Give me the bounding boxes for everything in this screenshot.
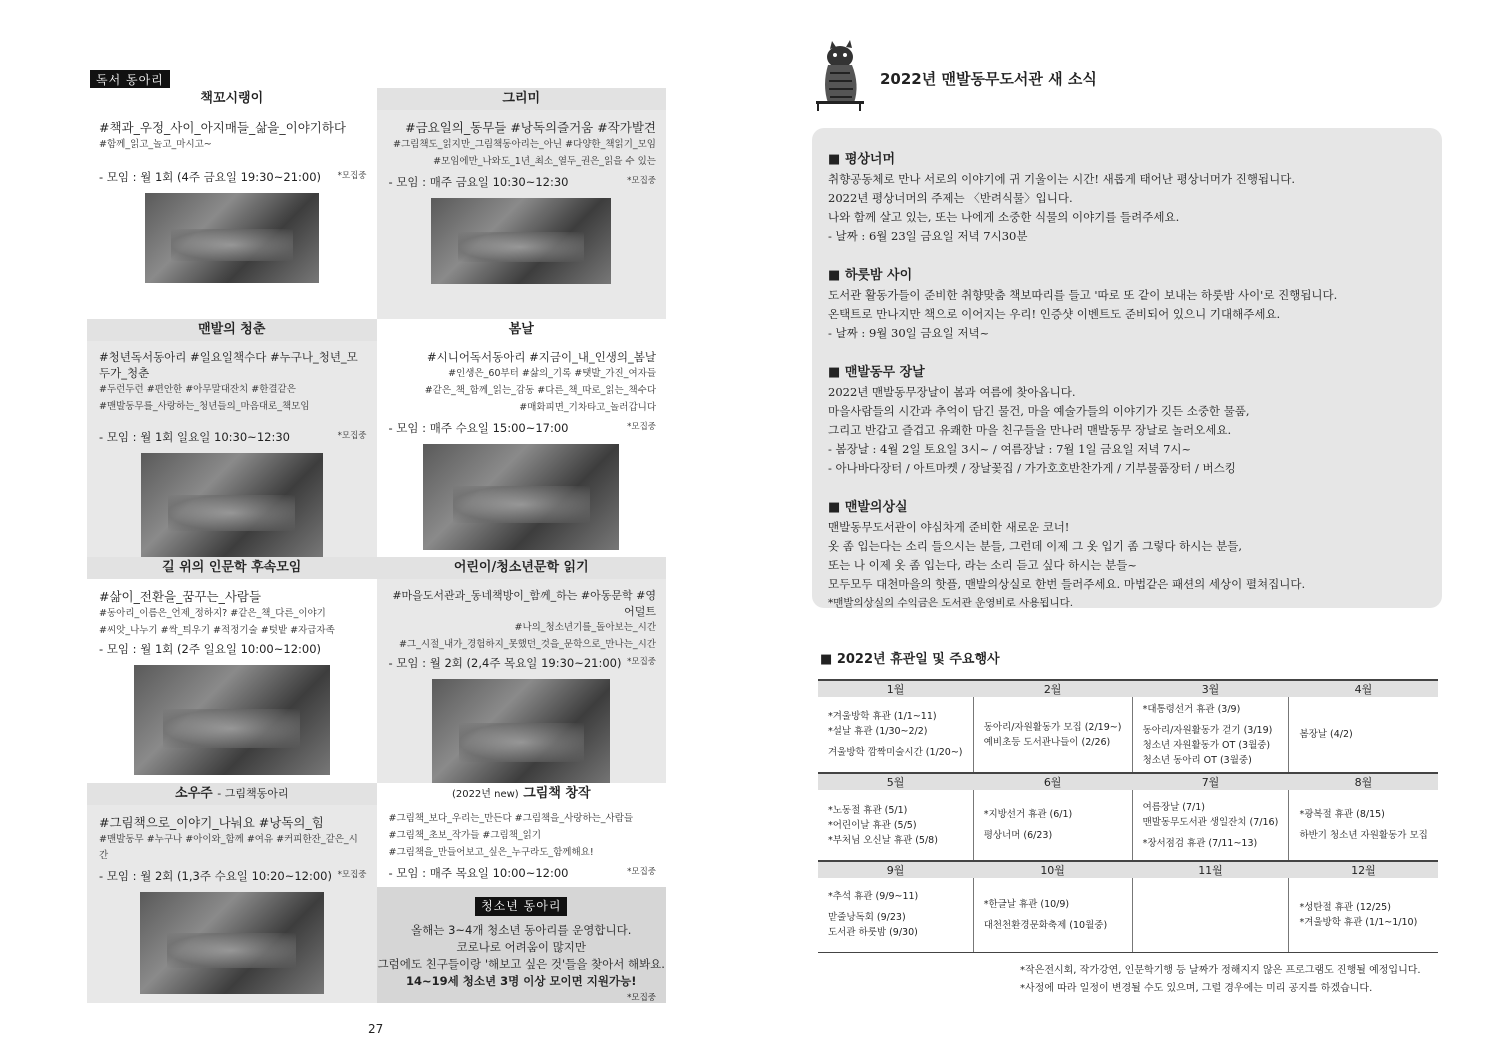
body-line: - 날짜 : 6월 23일 금요일 저녁 7시30분 (828, 229, 1028, 243)
tiger-illustration-icon (810, 35, 868, 111)
month-header: 4월 (1289, 680, 1438, 697)
recruiting-badge: *모집중 (627, 993, 656, 1003)
month-header: 8월 (1289, 773, 1438, 790)
club-hashtags: #시니어독서동아리 #지금이_내_인생의_봄날 (426, 350, 656, 364)
section-body (828, 518, 1426, 613)
holiday-heading: ■ 2022년 휴관일 및 주요행사 (820, 648, 1000, 667)
section-body (828, 383, 1426, 478)
club-hashtags: #그림책으로_이야기_나눠요 #낭독의_힘 (99, 815, 324, 830)
club-hashtags-sub: #같은_책_함께_읽는_감동 #다른_책_따로_읽는_책수다 (424, 385, 656, 396)
club-hashtags: #청년독서동아리 #일요일책수다 #누구나_청년_모두가_청춘 (99, 350, 358, 380)
body-line: 2022년 평상너머의 주제는 〈반려식물〉입니다. (828, 191, 1073, 205)
month-cell: *성탄절 휴관 (12/25) *겨울방학 휴관 (1/1~1/10) (1289, 878, 1438, 952)
teen-club-line: 올해는 3~4개 청소년 동아리를 운영합니다. (411, 923, 632, 937)
section-body (828, 170, 1426, 246)
meeting-time: - 모임 : 월 2회 (1,3주 수요일 10:20~12:00) (99, 869, 332, 883)
month-cell: *노동절 휴관 (5/1) *어린이날 휴관 (5/5) *부처님 오신날 휴관 (5/8) (818, 790, 973, 861)
club-meeting (87, 169, 377, 185)
club-card (87, 319, 377, 557)
month-cell: *겨울방학 휴관 (1/1~11) *설날 휴관 (1/30~2/2) 겨울방학 깜짝미술시간 (1/20~) (818, 697, 973, 773)
club-photo (145, 193, 319, 283)
month-header: 10월 (973, 861, 1132, 878)
month-header: 11월 (1132, 861, 1289, 878)
recruiting-badge: *모집중 (627, 176, 656, 186)
body-line: 또는 나 이제 옷 좀 입는다, 라는 소리 듣고 싶다 하시는 분들~ (828, 558, 1138, 572)
club-card (87, 88, 377, 319)
month-cell: 여름장날 (7/1) 맨발동무도서관 생일잔치 (7/16) *장서점검 휴관 (7/11~13) (1132, 790, 1289, 861)
club-hashtags-sub: #나의_청소년기를_돌아보는_시간 (514, 622, 656, 633)
club-hashtags-sub: #그_시절_내가_경험하지_못했던_것을_문학으로_만나는_시간 (398, 639, 656, 650)
teen-club-line: 그럼에도 친구들이랑 '해보고 싶은 것'들을 찾아서 해봐요. (377, 957, 665, 971)
club-hashtags: #마을도서관과_동네책방이_함께_하는 #아동문학 #영어덜트 (392, 589, 656, 618)
club-grid (87, 88, 666, 1003)
club-photo (134, 665, 330, 775)
teen-club-tag: 청소년 동아리 (475, 897, 567, 916)
month-cell: *대통령선거 휴관 (3/9) 동아리/자원활동가 걷기 (3/19) 청소년 자원활동가 OT (3월중) 청소년 동아리 OT (3월중) (1132, 697, 1289, 773)
club-meeting (377, 174, 667, 190)
club-meeting (377, 655, 667, 671)
meeting-time: - 모임 : 월 1회 (4주 금요일 19:30~21:00) (99, 170, 322, 184)
club-card (377, 88, 667, 319)
month-header: 1월 (818, 680, 973, 697)
month-cell: *지방선거 휴관 (6/1) 평상너머 (6/23) (973, 790, 1132, 861)
body-line: 나와 함께 살고 있는, 또는 나에게 소중한 식물의 이야기를 들려주세요. (828, 210, 1180, 224)
club-hashtags-sub: #인생은_60부터 #삶의_기록 #탯발_가진_여자들 (448, 368, 656, 379)
news-box (812, 128, 1442, 608)
club-hashtags-sub: #씨앗_나누기 #싹_틔우기 #적정기술 #텃밭 #자급자족 (99, 625, 335, 636)
club-card (377, 783, 667, 1003)
news-title: 2022년 맨발동무도서관 새 소식 (880, 70, 1097, 88)
month-cell: *한글날 휴관 (10/9) 대천천환경문화축제 (10월중) (973, 878, 1132, 952)
month-header: 3월 (1132, 680, 1289, 697)
club-hashtags-sub: #동아리_이름은_언제_정하지? #같은_책_다른_이야기 (99, 608, 326, 619)
club-hashtags-sub: #모임에만_나와도_1년_최소_열두_권은_읽을 수 있는 (433, 156, 656, 167)
club-photo (141, 453, 323, 557)
month-header: 12월 (1289, 861, 1438, 878)
club-meeting (87, 641, 377, 657)
footnote: *사정에 따라 일정이 변경될 수도 있으며, 그럴 경우에는 미리 공지를 하겠습니다. (1020, 983, 1373, 994)
body-line: - 봄장날 : 4월 2일 토요일 3시~ / 여름장날 : 7월 1일 금요일 저녁 7시~ (828, 442, 1192, 456)
club-card (377, 319, 667, 557)
club-hashtags: #금요일의_동무들 #낭독의즐거움 #작가발견 (405, 120, 656, 135)
club-hashtags-sub: #맨발동무를_사랑하는_청년들의_마음대로_책모임 (99, 401, 310, 412)
club-photo (432, 679, 610, 789)
page-number: 27 (368, 1022, 384, 1036)
recruiting-badge: *모집중 (627, 657, 656, 667)
club-hashtags: #삶이_전환을_꿈꾸는_사람들 (99, 589, 262, 604)
body-line: 그리고 반갑고 즐겁고 유쾌한 마을 친구들을 만나러 맨발동무 장날로 놀러오세요. (828, 423, 1232, 437)
club-title-main: 소우주 (175, 786, 213, 801)
club-meeting (87, 429, 377, 445)
body-line: - 아나바다장터 / 아트마켓 / 장날꽃집 / 가가호호반찬가게 / 기부물품장터 / 버스킹 (828, 461, 1236, 475)
section-heading: ■ 맨발의상실 (828, 496, 1426, 515)
club-title-main: 그림책 창작 (523, 786, 591, 801)
meeting-time: - 모임 : 월 2회 (2,4주 목요일 19:30~21:00) (388, 656, 622, 670)
body-line: 마을사람들의 시간과 추억이 담긴 물건, 마을 예술가들의 이야기가 깃든 소중한 물품, (828, 404, 1250, 418)
month-cell (1132, 878, 1289, 952)
meeting-time: - 모임 : 월 1회 (2주 일요일 10:00~12:00) (99, 642, 322, 656)
club-hashtags-sub: #그림책_초보_작가들 #그림책_읽기 (388, 830, 541, 841)
meeting-time: - 모임 : 매주 목요일 10:00~12:00 (388, 866, 569, 880)
club-meeting (377, 420, 667, 436)
recruiting-badge: *모집중 (627, 867, 656, 877)
club-photo (140, 892, 324, 994)
club-hashtags-sub: #그림책_보다_우리는_만든다 #그림책을_사랑하는_사람들 (388, 813, 634, 824)
meeting-time: - 모임 : 월 1회 일요일 10:30~12:30 (99, 430, 290, 444)
body-line: 맨발동무도서관이 야심차게 준비한 새로운 코너! (828, 520, 1070, 534)
month-header: 7월 (1132, 773, 1289, 790)
month-cell: *추석 휴관 (9/9~11) 맏줄낭독회 (9/23) 도서관 하룻밤 (9/30) (818, 878, 973, 952)
club-hashtags: #책과_우정_사이_아지매들_삶을_이야기하다 (99, 120, 346, 135)
section-heading: ■ 하룻밤 사이 (828, 264, 1426, 283)
section-tag: 독서 동아리 (90, 70, 170, 89)
club-card (87, 783, 377, 1003)
holiday-calendar (818, 679, 1438, 953)
club-card (87, 557, 377, 783)
body-line: 옷 좀 입는다는 소리 들으시는 분들, 그런데 이제 그 옷 입기 좀 그렇다 하시는 분들, (828, 539, 1242, 553)
club-title-pre: (2022년 new) (451, 789, 519, 800)
club-photo (431, 198, 611, 284)
club-hashtags-sub: #맨발동무 #누구나 #아이와_함께 #여유 #커피한잔_같은_시간 (99, 834, 358, 861)
month-header: 2월 (973, 680, 1132, 697)
footnotes (1020, 962, 1421, 998)
section-heading: ■ 맨발동무 장날 (828, 361, 1426, 380)
club-title: 봄날 (377, 319, 667, 341)
recruiting-badge: *모집중 (627, 422, 656, 432)
section-heading: ■ 평상너머 (828, 148, 1426, 167)
club-hashtags-sub: #함께_읽고_놀고_마시고~ (99, 139, 212, 150)
recruiting-badge: *모집중 (337, 870, 367, 880)
body-line: 온택트로 만나지만 책으로 이어지는 우리! 인증샷 이벤트도 준비되어 있으니 기대해주세요. (828, 307, 1281, 321)
club-meeting (377, 865, 667, 881)
club-hashtags-sub: #두런두런 #편안한 #아무말대잔치 #한결같은 (99, 384, 296, 395)
month-header: 5월 (818, 773, 973, 790)
club-meeting (87, 868, 377, 884)
section-body (828, 286, 1426, 343)
month-cell: *광복절 휴관 (8/15) 하반기 청소년 자원활동가 모집 (1289, 790, 1438, 861)
body-line: - 날짜 : 9월 30일 금요일 저녁~ (828, 326, 990, 340)
club-hashtags-sub: #매화피면_기차타고_놀러갑니다 (519, 402, 656, 413)
meeting-time: - 모임 : 매주 수요일 15:00~17:00 (388, 421, 569, 435)
body-note: *맨발의상실의 수익금은 도서관 운영비로 사용됩니다. (828, 597, 1074, 609)
club-card (377, 557, 667, 783)
news-header (810, 35, 1097, 111)
club-title (377, 783, 667, 805)
body-line: 모두모두 대천마을의 핫플, 맨발의상실로 한번 들러주세요. 마법같은 패션의 세상이 펼쳐집니다. (828, 577, 1306, 591)
body-line: 도서관 활동가들이 준비한 취향맞춤 책보따리를 들고 '따로 또 같이 보내는 하룻밤 사이'로 진행됩니다. (828, 288, 1338, 302)
month-header: 9월 (818, 861, 973, 878)
club-title: 맨발의 청춘 (87, 319, 377, 341)
footnote: *작은전시회, 작가강연, 인문학기행 등 날짜가 정해지지 않은 프로그램도 진행될 예정입니다. (1020, 965, 1421, 976)
club-photo (423, 444, 619, 550)
club-title: 길 위의 인문학 후속모임 (87, 557, 377, 579)
club-title-sub: - 그림책동아리 (217, 787, 289, 800)
club-title: 책꼬시랭이 (87, 88, 377, 110)
body-line: 취향공동체로 만나 서로의 이야기에 귀 기울이는 시간! 새롭게 태어난 평상너머가 진행됩니다. (828, 172, 1295, 186)
teen-club-line: 코로나로 어려움이 많지만 (456, 940, 586, 954)
club-hashtags-sub: #그림책도_읽지만_그림책동아리는_아닌 #다양한_책읽기_모임 (393, 139, 656, 150)
month-header: 6월 (973, 773, 1132, 790)
club-title (87, 783, 377, 805)
month-cell: 동아리/자원활동가 모집 (2/19~) 예비초등 도서관나들이 (2/26) (973, 697, 1132, 773)
club-title: 어린이/청소년문학 읽기 (377, 557, 667, 579)
teen-club-box (377, 887, 667, 1003)
recruiting-badge: *모집중 (337, 171, 367, 181)
meeting-time: - 모임 : 매주 금요일 10:30~12:30 (388, 175, 569, 189)
club-hashtags-sub: #그림책을_만들어보고_싶은_누구라도_함께해요! (388, 847, 594, 858)
body-line: 2022년 맨발동무장날이 봄과 여름에 찾아옵니다. (828, 385, 1076, 399)
recruiting-badge: *모집중 (337, 431, 367, 441)
club-title: 그리미 (377, 88, 667, 110)
teen-club-line: 14~19세 청소년 3명 이상 모이면 지원가능! (406, 974, 637, 988)
month-cell: 봄장날 (4/2) (1289, 697, 1438, 773)
